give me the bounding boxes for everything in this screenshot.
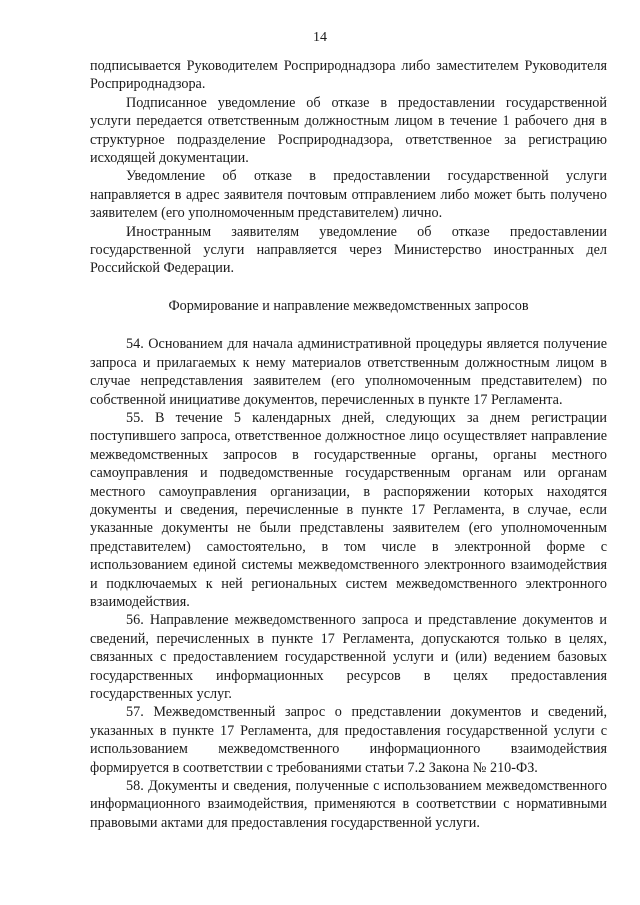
- section-heading: Формирование и направление межведомственных запросов: [168, 297, 529, 314]
- paragraph: Уведомление об отказе в предоставлении государственной услуги направляется в адрес заявителя почтовым отправлением либо может быть получено заявителем (его уполномоченным представителем) лично.: [90, 168, 607, 222]
- paragraph-54: 54. Основанием для начала административной процедуры является получение запроса и прилагаемых к нему материалов ответственным должностным лицом в случае непредставления заявителем (его уполномоченным представителем) по собственной инициативе документов, перечисленных в пункте 17 Регламента.: [90, 336, 607, 408]
- paragraph-continued: подписывается Руководителем Росприроднадзора либо заместителем Руководителя Росприроднадзора.: [90, 58, 607, 93]
- paragraph: Иностранным заявителям уведомление об отказе предоставлении государственной услуги направляется через Министерство иностранных дел Российской Федерации.: [90, 223, 607, 277]
- paragraph-55: 55. В течение 5 календарных дней, следующих за днем регистрации поступившего запроса, ответственное должностное лицо осуществляет направление межведомственных запросов в государственные органы, органы местного самоуправления и подведомственные государственным органам или органам местного самоуправления организации, в распоряжении которых находятся документы и сведения, перечисленные в пункте 17 Регламента, в случае, если указанные документы не были представлены заявителем (его уполномоченным представителем) самостоятельно, в том числе в электронной форме с использованием единой системы межведомственного электронного взаимодействия и подключаемых к ней региональных систем межведомственного электронного взаимодействия.: [90, 409, 607, 610]
- page-number: 14: [313, 30, 327, 45]
- paragraph-58: 58. Документы и сведения, полученные с использованием межведомственного информационного взаимодействия, применяются в соответствии с нормативными правовыми актами для предоставления государственной услуги.: [90, 778, 607, 831]
- paragraph-57: 57. Межведомственный запрос о представлении документов и сведений, указанных в пункте 17 Регламента, для предоставления государственной услуги с использованием межведомственного информационного взаимодействия формируется в соответствии с требованиями статьи 7.2 Закона № 210-ФЗ.: [90, 704, 607, 776]
- paragraph: Подписанное уведомление об отказе в предоставлении государственной услуги передается ответственным должностным лицом в течение 1 рабочего дня в структурное подразделение Росприроднадзора, ответственное за регистрацию исходящей документации.: [90, 94, 607, 167]
- paragraph-56: 56. Направление межведомственного запроса и представление документов и сведений, перечисленных в пункте 17 Регламента, допускаются только в целях, связанных с предоставлением государственной услуги и (или) ведением базовых государственных информационных ресурсов в целях предоставления государственных услуг.: [90, 612, 607, 702]
- document-body: [90, 57, 607, 832]
